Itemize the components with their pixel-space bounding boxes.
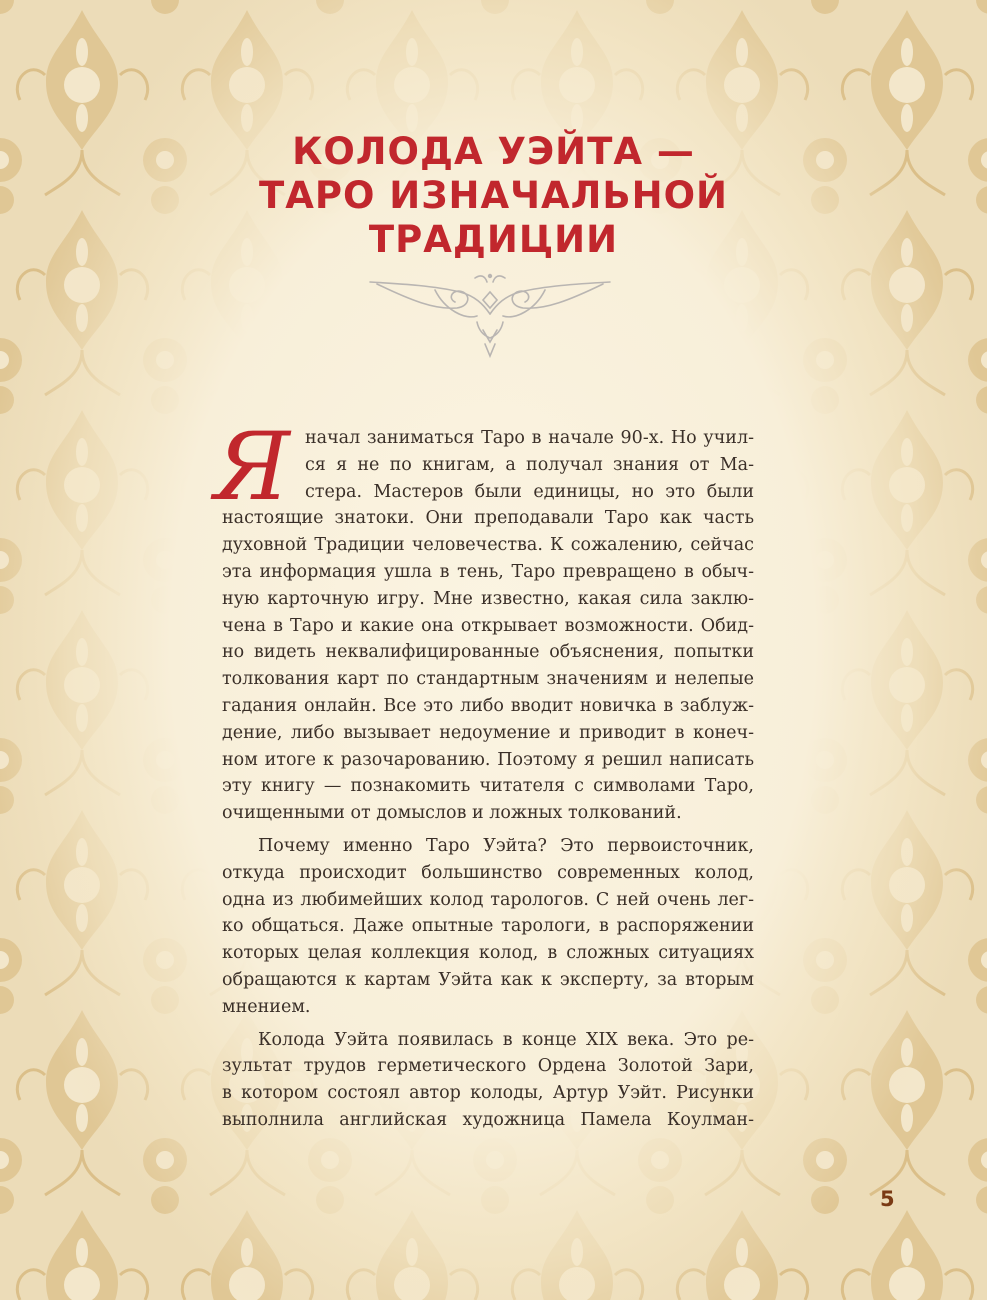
paragraph2-line-6: обращаются к картам Уэйта как к эксперту, за вторым xyxy=(222,969,754,990)
paragraph2-line-1: Почему именно Таро Уэйта? Это первоисточник, xyxy=(258,835,754,856)
flourish-divider-icon xyxy=(365,270,615,362)
paragraph1-line-1: начал заниматься Таро в начале 90-х. Но учил- xyxy=(305,428,754,448)
paragraph1-line-4: настоящие знатоки. Они преподавали Таро как часть xyxy=(222,508,754,529)
paragraph2-line-4: ко общаться. Даже опытные тарологи, в распоряжении xyxy=(222,916,754,937)
paragraph1-line-8: чена в Таро и какие она открывает возможности. Обид- xyxy=(222,615,754,636)
paragraph1-line-7: ную карточную игру. Мне известно, какая сила заклю- xyxy=(222,588,754,609)
chapter-title xyxy=(0,130,987,262)
article-body xyxy=(222,425,754,1134)
page-number: 5 xyxy=(880,1187,895,1211)
paragraph2-line-5: которых целая коллекция колод, в сложных ситуациях xyxy=(222,943,754,964)
paragraph3-line-3: в котором состоял автор колоды, Артур Уэйт. Рисунки xyxy=(222,1083,754,1104)
paragraph2-line-2: откуда происходит большинство современных колод, xyxy=(222,862,754,883)
paragraph1-line-5: духовной Традиции человечества. К сожалению, сейчас xyxy=(222,535,754,556)
paragraph3-line-4: выполнила английская художница Памела Коулман- xyxy=(222,1109,754,1130)
paragraph1-line-3: стера. Мастеров были единицы, но это были xyxy=(305,481,754,502)
title-line-3: ТРАДИЦИИ xyxy=(368,218,619,261)
paragraph1-line-14: эту книгу — познакомить читателя с символами Таро, xyxy=(222,776,754,797)
paragraph3-line-2: зультат трудов герметического Ордена Золотой Зари, xyxy=(222,1056,754,1077)
paragraph1-line-10: толкования карт по стандартным значениям и нелепые xyxy=(222,669,754,690)
paragraph1-line-13: ном итоге к разочарованию. Поэтому я решил написать xyxy=(222,749,754,770)
paragraph1-line-6: эта информация ушла в тень, Таро превращено в обыч- xyxy=(222,561,754,582)
title-line-1: КОЛОДА УЭЙТА — xyxy=(292,130,695,173)
paragraph1-line-15: очищенными от домыслов и ложных толкований. xyxy=(222,803,682,824)
drop-cap-letter: Я xyxy=(214,413,290,522)
paragraph3-line-1: Колода Уэйта появилась в конце XIX века. Это ре- xyxy=(258,1029,754,1050)
paragraph1-line-11: гадания онлайн. Все это либо вводит новичка в заблуж- xyxy=(222,695,754,716)
title-line-2: ТАРО ИЗНАЧАЛЬНОЙ xyxy=(258,174,729,217)
paragraph1-line-12: дение, либо вызывает недоумение и приводит в конеч- xyxy=(222,722,754,743)
paragraph1-line-2: ся я не по книгам, а получал знания от Ма- xyxy=(305,454,754,475)
paragraph2-line-3: одна из любимейших колод тарологов. С ней очень лег- xyxy=(222,889,754,910)
paragraph2-line-7: мнением. xyxy=(222,996,311,1017)
paragraph1-line-9: но видеть неквалифицированные объяснения, попытки xyxy=(222,642,754,663)
